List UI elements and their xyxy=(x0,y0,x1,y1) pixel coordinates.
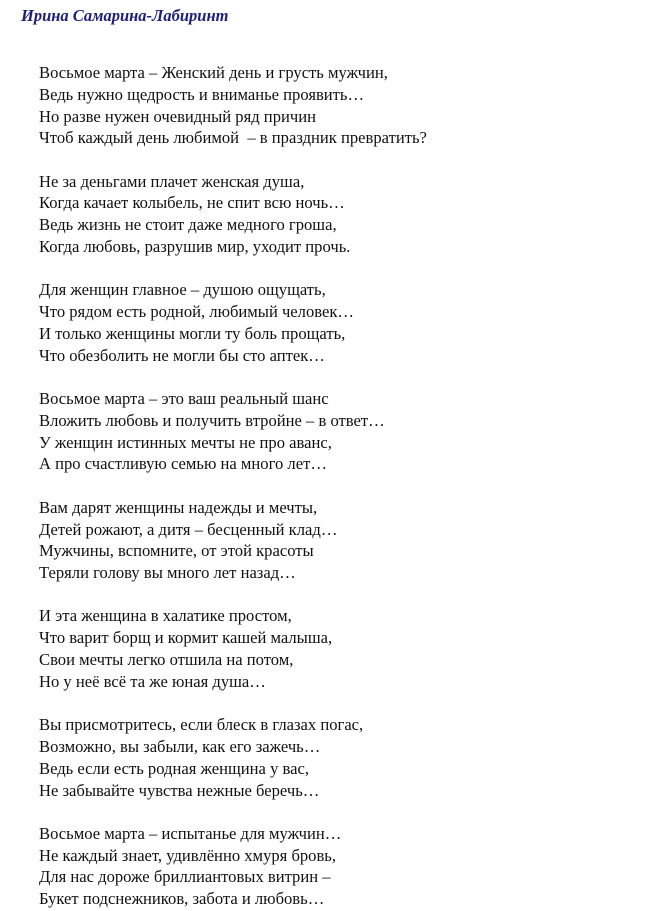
author-heading: Ирина Самарина-Лабиринт xyxy=(21,6,229,25)
poem-line: Теряли голову вы много лет назад… xyxy=(39,563,296,583)
poem-line: Не каждый знает, удивлённо хмуря бровь, xyxy=(39,845,337,865)
poem-line: Что обезболить не могли бы сто аптек… xyxy=(39,345,325,365)
stanza xyxy=(39,279,649,366)
poem-line: Но разве нужен очевидный ряд причин xyxy=(39,106,316,126)
poem-line: Чтоб каждый день любимой – в праздник превратить? xyxy=(39,128,427,148)
poem-line: Восьмое марта – испытанье для мужчин… xyxy=(39,823,342,843)
poem-line: Вложить любовь и получить втройне – в ответ… xyxy=(39,410,385,430)
poem-line: Ведь нужно щедрость и вниманье проявить… xyxy=(39,84,365,104)
poem-line: Но у неё всё та же юная душа… xyxy=(39,671,266,691)
stanza xyxy=(39,171,649,258)
poem-line: Восьмое марта – Женский день и грусть мужчин, xyxy=(39,63,388,82)
poem xyxy=(39,62,649,910)
poem-line: Что варит борщ и кормит кашей малыша, xyxy=(39,628,333,648)
poem-line: И эта женщина в халатике простом, xyxy=(39,606,292,626)
stanza xyxy=(39,823,649,910)
stanza xyxy=(39,605,649,692)
poem-line: Не за деньгами плачет женская душа, xyxy=(39,171,305,191)
poem-line: Свои мечты легко отшила на потом, xyxy=(39,650,294,670)
stanza xyxy=(39,714,649,801)
poem-line: Вам дарят женщины надежды и мечты, xyxy=(39,497,318,517)
stanza xyxy=(39,62,649,149)
poem-line: У женщин истинных мечты не про аванс, xyxy=(39,432,332,452)
poem-line: Когда любовь, разрушив мир, уходит прочь. xyxy=(39,237,351,257)
poem-line: Мужчины, вспомните, от этой красоты xyxy=(39,541,314,561)
poem-line: Букет подснежников, забота и любовь… xyxy=(39,889,325,909)
poem-line: Ведь жизнь не стоит даже медного гроша, xyxy=(39,215,337,235)
stanza xyxy=(39,497,649,584)
poem-line: И только женщины могли ту боль прощать, xyxy=(39,323,346,343)
poem-line: А про счастливую семью на много лет… xyxy=(39,454,327,474)
poem-line: Для нас дороже бриллиантовых витрин – xyxy=(39,867,331,887)
poem-line: Когда качает колыбель, не спит всю ночь… xyxy=(39,193,345,213)
poem-line: Не забывайте чувства нежные беречь… xyxy=(39,780,320,800)
stanza xyxy=(39,388,649,475)
poem-line: Детей рожают, а дитя – бесценный клад… xyxy=(39,519,338,539)
poem-line: Ведь если есть родная женщина у вас, xyxy=(39,758,310,778)
poem-line: Вы присмотритесь, если блеск в глазах погас, xyxy=(39,715,364,735)
poem-line: Что рядом есть родной, любимый человек… xyxy=(39,302,355,322)
poem-line: Для женщин главное – душою ощущать, xyxy=(39,280,326,300)
poem-line: Восьмое марта – это ваш реальный шанс xyxy=(39,389,329,409)
poem-line: Возможно, вы забыли, как его зажечь… xyxy=(39,736,321,756)
